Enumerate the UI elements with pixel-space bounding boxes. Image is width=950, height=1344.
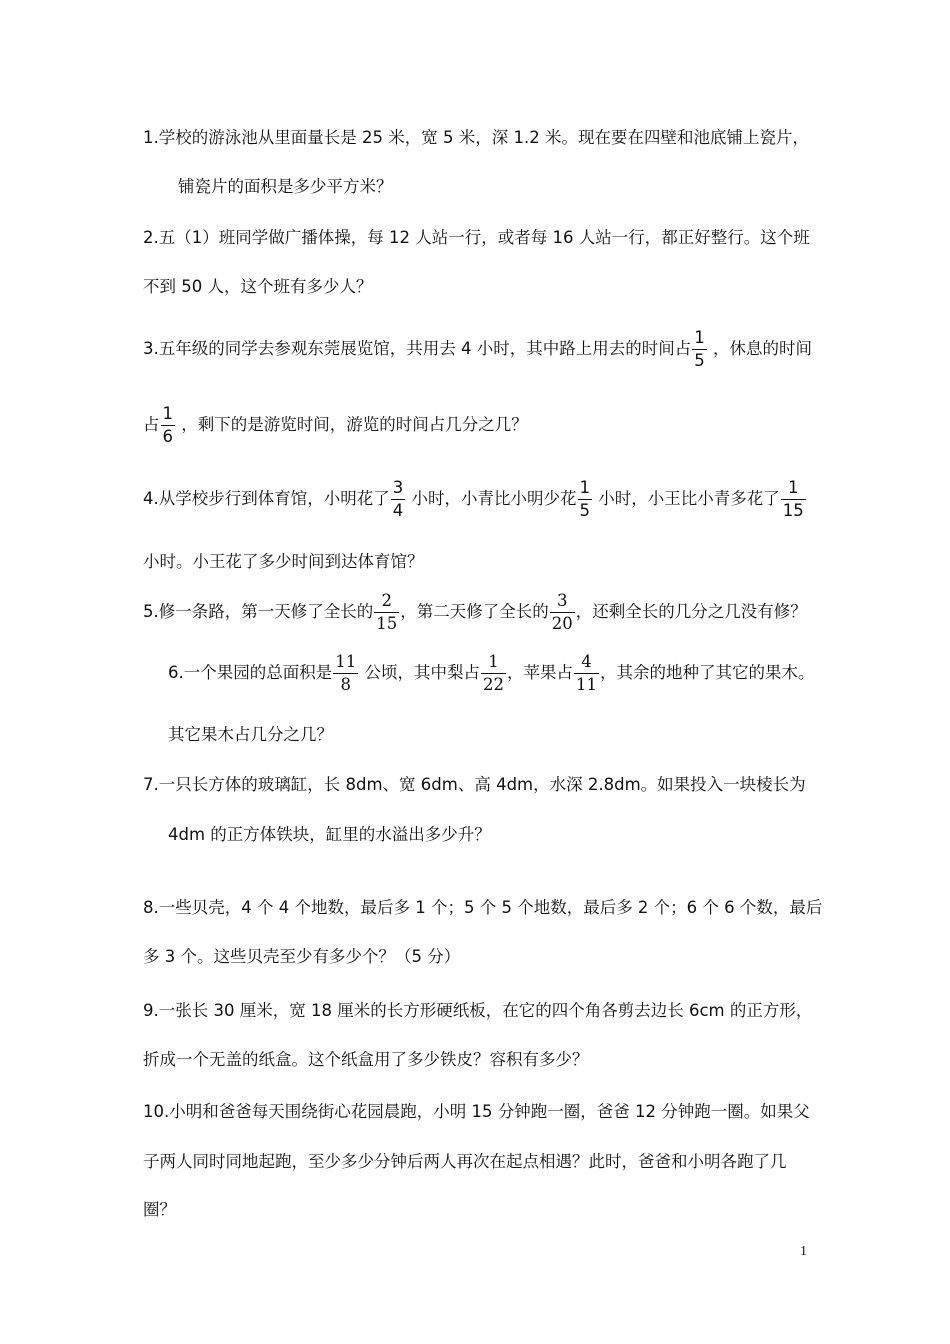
question-6-text-a: 6.一个果园的总面积是 xyxy=(168,663,333,682)
fraction-numerator: 1 xyxy=(692,330,707,351)
question-6-text-d: ，其余的地种了其它的果木。 xyxy=(600,663,815,682)
question-4-line-1 xyxy=(143,474,807,524)
fraction-denominator: 5 xyxy=(694,351,705,370)
fraction-1-22 xyxy=(481,651,506,694)
fraction-11-8 xyxy=(333,651,358,694)
question-10-line-3: 圈？ xyxy=(143,1200,176,1219)
question-10-line-1: 10.小明和爸爸每天围绕街心花园晨跑，小明 15 分钟跑一圈，爸爸 12 分钟跑一圈。如果父 xyxy=(143,1102,810,1121)
fraction-2-15 xyxy=(374,590,399,633)
fraction-denominator: 6 xyxy=(162,427,173,446)
question-4-text-c: 小时，小王比小青多花了 xyxy=(598,489,780,508)
question-4-line-2: 小时。小王花了多少时间到达体育馆？ xyxy=(143,552,424,571)
question-3-text-c: 占 xyxy=(143,415,160,434)
question-8-line-1: 8.一些贝壳，4 个 4 个地数，最后多 1 个；5 个 5 个地数，最后多 2 个；6 个 6 个数，最后 xyxy=(143,898,823,917)
question-5-text-b: ，第二天修了全长的 xyxy=(400,602,549,621)
question-4-text-a: 4.从学校步行到体育馆，小明花了 xyxy=(143,489,390,508)
question-10-line-2: 子两人同时同地起跑，至少多少分钟后两人再次在起点相遇？此时，爸爸和小明各跑了几 xyxy=(143,1152,787,1171)
question-5-text-a: 5.修一条路，第一天修了全长的 xyxy=(143,602,374,621)
fraction-denominator: 8 xyxy=(340,675,351,694)
fraction-1-5 xyxy=(578,477,593,520)
question-7-line-2: 4dm 的正方体铁块，缸里的水溢出多少升？ xyxy=(168,825,491,844)
fraction-denominator: 15 xyxy=(782,501,804,520)
fraction-numerator: 4 xyxy=(574,654,599,675)
question-8-line-2: 多 3 个。这些贝壳至少有多少个？（5 分） xyxy=(143,947,461,966)
question-3-text-b: ，休息的时间 xyxy=(712,339,812,358)
question-3-line-2 xyxy=(143,400,528,450)
question-2-line-2: 不到 50 人，这个班有多少人？ xyxy=(143,277,373,296)
fraction-numerator: 2 xyxy=(374,593,399,614)
fraction-3-20 xyxy=(550,590,575,633)
fraction-numerator: 3 xyxy=(391,480,406,501)
question-6-line-2: 其它果木占几分之几？ xyxy=(168,725,333,744)
question-1-line-1: 1.学校的游泳池从里面量长是 25 米，宽 5 米，深 1.2 米。现在要在四壁和池底铺上瓷片， xyxy=(143,128,809,147)
question-5-line-1 xyxy=(143,587,807,637)
fraction-denominator: 11 xyxy=(576,675,597,694)
question-2-line-1: 2.五（1）班同学做广播体操，每 12 人站一行，或者每 16 人站一行，都正好整行。这个班 xyxy=(143,228,810,247)
question-3-text-a: 3.五年级的同学去参观东莞展览馆，共用去 4 小时，其中路上用去的时间占 xyxy=(143,339,692,358)
question-3-line-1 xyxy=(143,324,812,374)
fraction-numerator: 3 xyxy=(550,593,575,614)
fraction-1-5 xyxy=(692,327,707,370)
fraction-numerator: 1 xyxy=(578,480,593,501)
question-5-text-c: ，还剩全长的几分之几没有修？ xyxy=(575,602,807,621)
fraction-denominator: 22 xyxy=(483,675,504,694)
question-7-line-1: 7.一只长方体的玻璃缸，长 8dm、宽 6dm、高 4dm，水深 2.8dm。如果投入一块棱长为 xyxy=(143,775,806,794)
question-4-text-b: 小时，小青比小明少花 xyxy=(411,489,577,508)
page-number: 1 xyxy=(800,1244,807,1259)
fraction-4-11 xyxy=(574,651,599,694)
fraction-1-6 xyxy=(161,403,176,446)
question-6-text-c: ，苹果占 xyxy=(507,663,573,682)
fraction-denominator: 5 xyxy=(579,501,590,520)
fraction-numerator: 1 xyxy=(781,480,806,501)
fraction-numerator: 1 xyxy=(481,654,506,675)
fraction-denominator: 4 xyxy=(392,501,404,520)
question-3-text-d: ，剩下的是游览时间，游览的时间占几分之几？ xyxy=(181,415,528,434)
fraction-1-15 xyxy=(781,477,806,520)
question-6-line-1 xyxy=(168,648,815,698)
fraction-denominator: 20 xyxy=(551,614,573,633)
question-1-line-2: 铺瓷片的面积是多少平方米？ xyxy=(178,177,393,196)
fraction-numerator: 1 xyxy=(161,406,176,427)
question-6-text-b: 公顷，其中梨占 xyxy=(364,663,480,682)
question-9-line-2: 折成一个无盖的纸盒。这个纸盒用了多少铁皮？容积有多少？ xyxy=(143,1050,589,1069)
question-9-line-1: 9.一张长 30 厘米，宽 18 厘米的长方形硬纸板，在它的四个角各剪去边长 6cm 的正方形， xyxy=(143,1001,813,1020)
fraction-denominator: 15 xyxy=(376,614,398,633)
fraction-3-4 xyxy=(391,477,406,520)
fraction-numerator: 11 xyxy=(333,654,358,675)
